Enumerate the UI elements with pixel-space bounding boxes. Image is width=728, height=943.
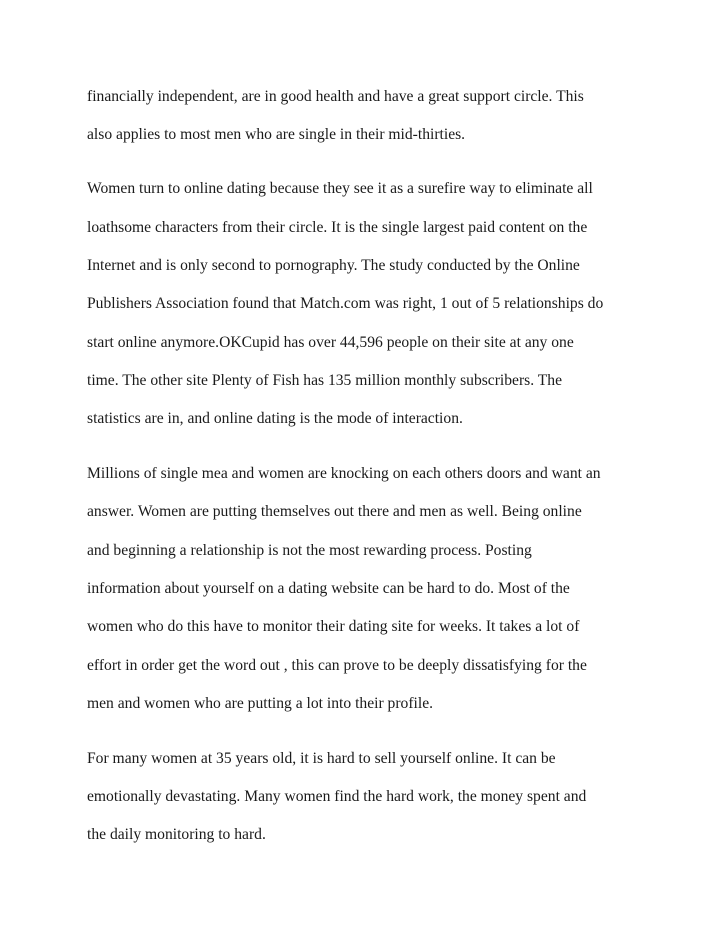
- paragraph-4-line-2: emotionally devastating. Many women find the hard work, the money spent and: [87, 788, 587, 805]
- paragraph-2-line-1: Women turn to online dating because they see it as a surefire way to eliminate all: [87, 180, 593, 197]
- paragraph-3-line-2: answer. Women are putting themselves out there and men as well. Being online: [87, 503, 582, 520]
- paragraph-2-line-3: Internet and is only second to pornography. The study conducted by the Online: [87, 257, 580, 274]
- paragraph-3-line-3: and beginning a relationship is not the most rewarding process. Posting: [87, 542, 532, 559]
- paragraph-2-line-2: loathsome characters from their circle. It is the single largest paid content on the: [87, 219, 588, 236]
- paragraph-3-line-4: information about yourself on a dating website can be hard to do. Most of the: [87, 580, 570, 597]
- paragraph-2-line-4: Publishers Association found that Match.com was right, 1 out of 5 relationships do: [87, 295, 604, 312]
- paragraph-3-line-7: men and women who are putting a lot into their profile.: [87, 695, 434, 712]
- paragraph-3-line-1: Millions of single mea and women are knocking on each others doors and want an: [87, 465, 601, 482]
- paragraph-4-line-3: the daily monitoring to hard.: [87, 826, 266, 843]
- paragraph-2-line-7: statistics are in, and online dating is the mode of interaction.: [87, 410, 463, 427]
- paragraph-2-line-5: start online anymore.OKCupid has over 44,596 people on their site at any one: [87, 334, 574, 351]
- paragraph-3-line-5: women who do this have to monitor their dating site for weeks. It takes a lot of: [87, 618, 580, 635]
- paragraph-3-line-6: effort in order get the word out , this can prove to be deeply dissatisfying for the: [87, 657, 587, 674]
- paragraph-1-line-1: financially independent, are in good health and have a great support circle. This: [87, 88, 584, 105]
- paragraph-1-line-2: also applies to most men who are single in their mid-thirties.: [87, 126, 466, 143]
- paragraph-2-line-6: time. The other site Plenty of Fish has 135 million monthly subscribers. The: [87, 372, 562, 389]
- paragraph-4-line-1: For many women at 35 years old, it is hard to sell yourself online. It can be: [87, 750, 556, 767]
